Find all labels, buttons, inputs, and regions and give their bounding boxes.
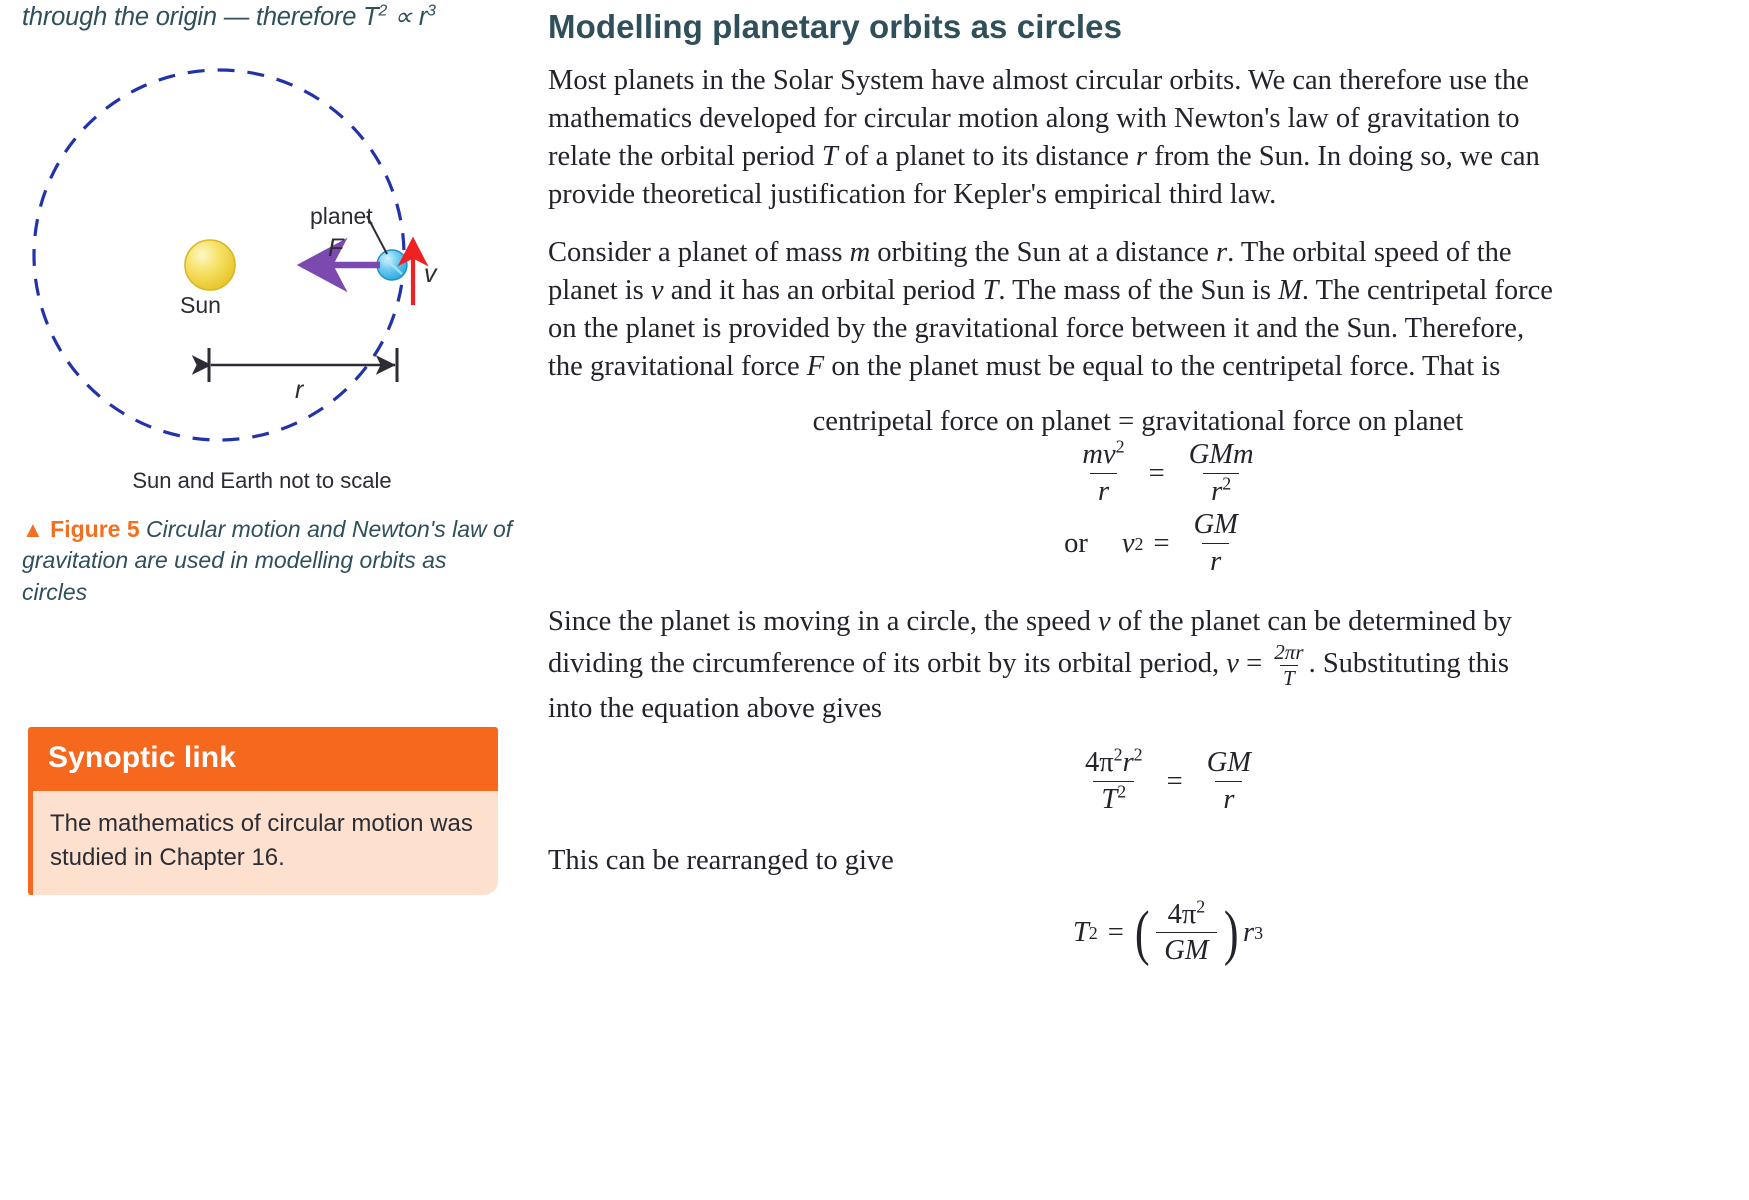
eq3-GM: GM (1206, 747, 1252, 779)
eq4-T: T (1072, 917, 1089, 949)
eq4-equals: = (1107, 917, 1124, 949)
eq4-4pi: 4π (1167, 898, 1197, 930)
eq2-or-word: or (1064, 527, 1088, 559)
eq1-mv: mv (1082, 439, 1116, 471)
eq4-close-paren: ) (1223, 899, 1239, 968)
p2-part-b: orbiting the Sun at a distance (870, 237, 1217, 269)
equation-4: T 2 = ( $\frac{4\pi^2}{GM}$ ) r 3 (1072, 896, 1264, 968)
eq3-left-fraction (1077, 744, 1151, 816)
p2-math-r: r (1216, 237, 1228, 269)
eq3-left-denominator (1093, 781, 1134, 816)
math-r-exponent: 3 (427, 2, 436, 20)
math-r: r (418, 3, 428, 31)
math-T: T (363, 3, 379, 31)
eq3-r-exponent: 2 (1133, 744, 1143, 765)
sun-icon (185, 240, 235, 290)
figure-caption (22, 514, 514, 608)
eq4-GM: GM (1164, 935, 1209, 967)
eq3-4pi: 4π (1084, 747, 1114, 779)
eq3-right-denominator (1215, 781, 1242, 816)
planet-label: planet (310, 203, 373, 229)
carryover-prose: through the origin — therefore (22, 3, 364, 31)
p3-inline-fraction (1271, 641, 1306, 690)
eq1-right-numerator (1181, 440, 1262, 473)
paragraph-1 (548, 62, 1558, 214)
figure-scale-note: Sun and Earth not to scale (132, 468, 392, 493)
p2-part-a: Consider a planet of mass (548, 237, 850, 269)
eq2-numerator (1186, 510, 1246, 543)
eq3-right-numerator (1199, 748, 1259, 781)
eq1-GMm: GMm (1188, 439, 1254, 471)
eq1-r2: r (1211, 476, 1223, 508)
p2-part-c: . The orbital speed of the planet is (548, 237, 1512, 307)
p3-math-v2: v (1226, 648, 1239, 680)
eq4-fraction (1156, 896, 1216, 968)
eq1-equals: = (1148, 458, 1165, 490)
p3-part-c: . Substituting this into the equation above gives (548, 648, 1509, 725)
eq3-T: T (1101, 783, 1118, 815)
p2-part-d: and it has an orbital period (663, 275, 983, 307)
p3-math-v: v (1098, 606, 1111, 638)
eq1-right-fraction (1181, 440, 1262, 508)
equation-1 (548, 436, 1728, 508)
section-heading: Modelling planetary orbits as circles (548, 8, 1123, 45)
eq2-r: r (1210, 545, 1222, 577)
eq2-denominator (1202, 543, 1229, 578)
p3-2pir: 2πr (1274, 640, 1304, 665)
synoptic-link-box (28, 727, 498, 895)
p2-math-m: m (849, 237, 871, 269)
eq2-v: v (1121, 527, 1135, 559)
figure-caption-text: Circular motion and Newton's law of gravitation are used in modelling orbits as circles (22, 516, 513, 605)
p1-part-a: Most planets in the Solar System have almost circular orbits. We can therefore use the mathematics developed for circular motion along with Newton's law of gravitation to relate the orbital period (548, 65, 1529, 173)
synoptic-link-body: The mathematics of circular motion was studied in Chapter 16. (28, 791, 498, 895)
p2-math-v: v (650, 275, 664, 307)
eq3-4pi-exponent: 2 (1113, 744, 1123, 765)
p2-part-e: . The mass of the Sun is (998, 275, 1279, 307)
main-content-column (548, 0, 1728, 1200)
p3-frac-numerator (1271, 641, 1306, 665)
figure-number-label: Figure 5 (50, 516, 140, 542)
eq4-open-paren: ( (1134, 899, 1150, 968)
p1-math-r: r (1136, 141, 1148, 173)
eq3-equals: = (1166, 765, 1183, 797)
eq1-mv-exponent: 2 (1115, 436, 1125, 457)
eq3-T-exponent: 2 (1117, 781, 1127, 802)
caption-triangle-icon: ▲ (22, 517, 44, 542)
eq1-right-denominator (1203, 473, 1239, 508)
p3-equals: = (1238, 648, 1270, 680)
p3-frac-denominator (1280, 665, 1298, 690)
eq1-r: r (1097, 476, 1110, 508)
eq2-equals: = (1153, 527, 1170, 559)
left-column (0, 0, 540, 1200)
eq4-numerator (1160, 896, 1214, 933)
equation-3 (548, 744, 1728, 816)
p2-math-M: M (1278, 275, 1302, 307)
eq3-left-numerator (1077, 744, 1151, 781)
p3-T: T (1283, 666, 1295, 691)
radius-label: r (295, 376, 304, 404)
sun-label: Sun (180, 292, 221, 318)
paragraph-2 (548, 234, 1558, 386)
p3-part-b: of the planet can be determined by dividing the circumference of its orbit by its orbital period, (548, 606, 1512, 680)
eq1-left-fraction (1074, 436, 1132, 508)
p1-part-c: from the Sun. In doing so, we can provide theoretical justification for Kepler's empirical third law. (548, 141, 1540, 211)
eq3-right-fraction (1199, 748, 1259, 816)
p2-math-T: T (982, 275, 999, 307)
p2-part-g: on the planet must be equal to the centripetal force. That is (824, 351, 1501, 383)
p3-part-a: Since the planet is moving in a circle, the speed (548, 606, 1099, 638)
p1-math-T: T (821, 141, 838, 173)
synoptic-link-header: Synoptic link (28, 727, 498, 791)
eq1-r2-exponent: 2 (1222, 473, 1232, 494)
eq2-GM: GM (1193, 508, 1238, 540)
eq2-fraction (1186, 510, 1246, 578)
eq3-r2: r (1223, 783, 1235, 815)
eq4-4pi-exponent: 2 (1196, 896, 1206, 917)
equation-words: centripetal force on planet = gravitational force on planet (812, 406, 1464, 438)
paragraph-4: This can be rearranged to give (548, 844, 894, 876)
force-label: F (328, 234, 344, 262)
paragraph-3 (548, 603, 1558, 728)
equation-2: or v 2 = $\frac{GM}{r}$ (548, 510, 1728, 578)
eq4-denominator (1156, 932, 1216, 967)
math-T-exponent: 2 (378, 2, 388, 20)
orbit-diagram (12, 60, 512, 500)
velocity-label: v (424, 260, 437, 288)
p1-part-b: of a planet to its distance (837, 141, 1137, 173)
eq4-r: r (1242, 917, 1255, 949)
eq1-left-denominator (1090, 473, 1117, 508)
p2-part-f: . The centripetal force on the planet is provided by the gravitational force between it and the Sun. Therefore, the gravitational force (548, 275, 1553, 383)
p2-math-F: F (806, 351, 825, 383)
carryover-text (22, 2, 522, 32)
proportional-symbol: ∝ (387, 3, 419, 31)
eq3-r: r (1122, 747, 1134, 779)
eq1-left-numerator (1074, 436, 1132, 473)
